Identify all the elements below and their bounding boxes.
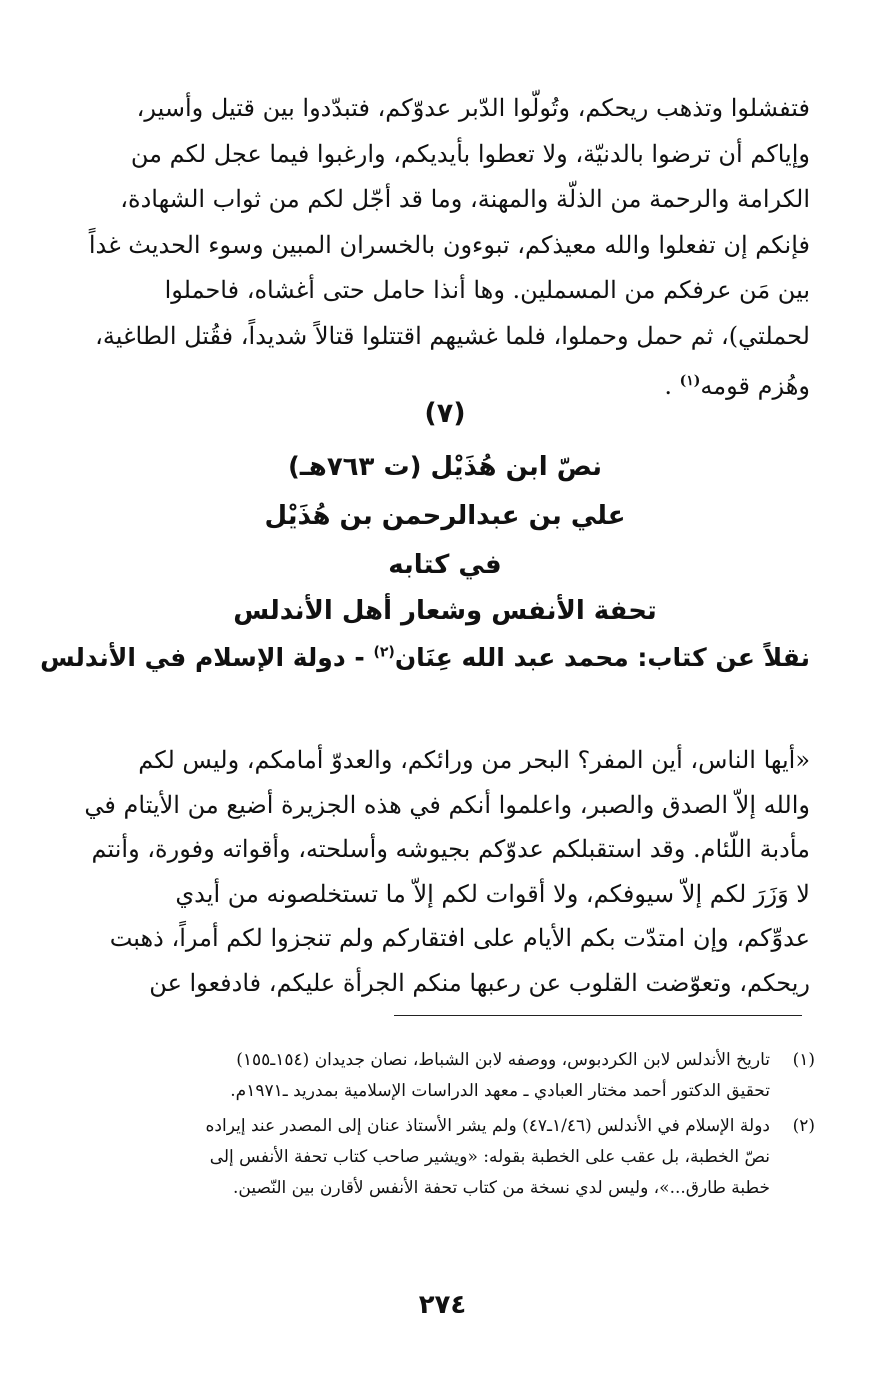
text-line: والله إلاّ الصدق والصبر، واعلموا أنكم في هذه الجزيرة أضيع من الأيتام في [84,790,810,819]
footnote-line: تحقيق الدكتور أحمد مختار العبادي ـ معهد الدراسات الإسلامية بمدريد ـ١٩٧١م. [230,1081,770,1101]
footnote-number: (١) [792,1050,815,1070]
section-number [80,398,810,429]
text-line: الكرامة والرحمة من الذلّة والمهنة، وما قد أجّل لكم من ثواب الشهادة، [120,185,810,213]
footnote-line: نصّ الخطبة، بل عقب على الخطبة بقوله: «ويشير صاحب كتاب تحفة الأنفس إلى [209,1147,770,1167]
text-line: فتفشلوا وتذهب ريحكم، وتُولّوا الدّبر عدوّكم، فتبدّدوا بين قتيل وأسير، [136,94,810,122]
section-number-text: (٧) [424,398,466,429]
footnote-text [75,1111,770,1204]
footnote-line: دولة الإسلام في الأندلس (١/٤٦ـ٤٧) ولم يشر الأستاذ عنان إلى المصدر عند إيراده [205,1116,770,1136]
text-line: عدوِّكم، وإن امتدّت بكم الأيام على افتقاركم ولم تنجزوا لكم أمراً، ذهبت [109,924,810,952]
source-line [40,643,810,672]
footnote-1 [75,1045,815,1107]
heading-text: تحفة الأنفس وشعار أهل الأندلس [233,596,657,626]
text-line: لحملتي)، ثم حمل وحملوا، فلما غشيهم اقتتلوا قتالاً شديداً، فقُتل الطاغية، [95,321,810,350]
section-heading-line [80,501,810,531]
text-line-content: وهُزم قومه [700,372,810,400]
text-line: بين مَن عرفكم من المسملين. وها أنذا حامل حتى أغشاه، فاحملوا [164,276,810,304]
text-line: ريحكم، وتعوّضت القلوب عن رعبها منكم الجرأة عليكم، فادفعوا عن [149,968,810,997]
text-line: «أيها الناس، أين المفر؟ البحر من ورائكم، والعدوّ أمامكم، وليس لكم [138,746,810,774]
footnotes [75,1045,815,1208]
footnote-line: تاريخ الأندلس لابن الكردبوس، ووصفه لابن الشباط، نصان جديدان (١٥٤ـ١٥٥) [236,1050,770,1070]
footnote-text [75,1045,770,1107]
text-line-end: . [664,372,680,400]
footnote-divider [394,1015,802,1016]
heading-text: علي بن عبدالرحمن بن هُذَيْل [264,501,626,531]
top-paragraph [80,86,810,410]
page-number: ٢٧٤ [418,1290,467,1320]
text-line: وإياكم أن ترضوا بالدنيّة، ولا تعطوا بأيديكم، وارغبوا فيما عجل لكم من [130,139,810,168]
section-heading-line [80,452,810,482]
footnote-line: خطبة طارق...»، وليس لدي نسخة من كتاب تحفة الأنفس لأقارن بين النّصين. [233,1178,770,1198]
heading-text: في كتابه [388,550,502,580]
heading-text: نصّ ابن هُذَيْل (ت ٧٦٣هـ) [288,452,602,482]
footnote-ref-2[interactable]: (٢) [373,644,395,661]
text-line: فإنكم إن تفعلوا والله معيذكم، تبوءون بالخسران المبين وسوء الحديث غداً [88,230,810,259]
footnote-2 [75,1111,815,1204]
text-line: لا وَزَرَ لكم إلاّ سيوفكم، ولا أقوات لكم إلاّ ما تستخلصونه من أيدي [175,879,810,908]
section-heading-line [80,550,810,580]
quote-paragraph [80,738,810,1005]
footnote-number: (٢) [792,1116,815,1136]
section-heading-line [80,596,810,626]
source-prefix: نقلاً عن كتاب: محمد عبد الله عِنَان [394,643,810,672]
text-line: مأدبة اللّئام. وقد استقبلكم عدوّكم بجيوشه وأسلحته، وأقواته وفورة، وأنتم [91,835,810,863]
section-source-line [40,643,810,672]
footnote-ref-1[interactable]: (١) [679,373,701,389]
source-suffix: - دولة الإسلام في الأندلس [40,643,374,672]
